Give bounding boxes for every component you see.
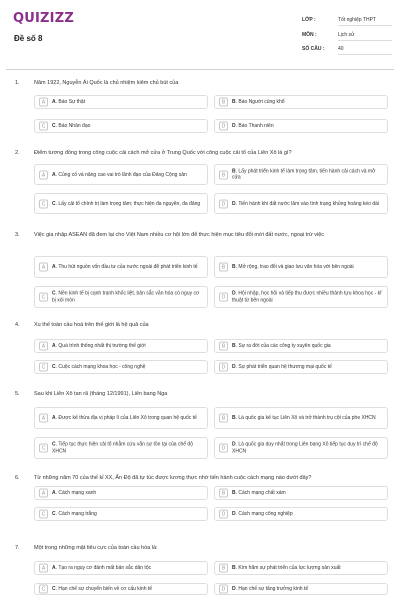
option-letter: B (219, 414, 228, 423)
option-c[interactable]: C C. Báo Nhân đạo (34, 119, 208, 133)
info-value: Tốt nghiệp THPT (338, 17, 376, 23)
exam-title: Đề số 8 (14, 34, 43, 43)
option-letter-prefix: D (232, 441, 236, 448)
option-text: Mở rộng, trao đổi và giao lưu văn hóa với bên ngoài (238, 263, 354, 270)
option-letter: D (219, 444, 228, 453)
question-text: Xu thế toàn cầu hoá trên thế giới là hệ quả của (34, 322, 149, 328)
option-letter-prefix: D (232, 200, 236, 207)
option-letter-prefix: B (232, 98, 236, 105)
question-text: Việc gia nhập ASEAN đã đem lại cho Việt Nam nhiều cơ hội lớn để thực hiện mục tiêu đổi mới đất nước, ngoại trừ việc (34, 232, 325, 238)
option-letter: C (39, 444, 48, 453)
info-label: MÔN : (302, 32, 317, 38)
option-text: Tiếp tục thực hiện cải tổ nhằm cứu vãn sự tồn tại của chế độ XHCN (52, 441, 193, 454)
option-b[interactable]: B B. Mở rộng, trao đổi và giao lưu văn hóa với bên ngoài (214, 256, 388, 278)
option-letter: A (39, 170, 48, 179)
option-letter-prefix: D (232, 363, 236, 370)
question-number: 3. (15, 232, 20, 238)
header-divider (6, 69, 394, 70)
option-letter-prefix: B (232, 342, 236, 349)
info-label: LỚP : (302, 17, 316, 23)
question-number: 7. (15, 545, 20, 551)
option-letter: B (219, 342, 228, 351)
option-letter: D (219, 363, 228, 372)
option-text: Cách mạng xanh (58, 489, 97, 496)
option-letter: D (219, 585, 228, 594)
option-a[interactable]: A A. Được kế thừa địa vị pháp lí của Liên Xô trong quan hệ quốc tế (34, 407, 208, 429)
option-text: Củng cố và nâng cao vai trò lãnh đạo của Đảng Cộng sản (58, 171, 187, 178)
option-text: Báo Nhân đạo (58, 122, 91, 129)
option-b[interactable]: B B. Cách mạng chất xám (214, 486, 388, 500)
option-letter: C (39, 293, 48, 302)
option-text: Sự ra đời của các công ty xuyên quốc gia (238, 342, 331, 349)
info-value: Lịch sử (338, 32, 355, 38)
worksheet-header (0, 0, 400, 62)
option-letter-prefix: D (232, 290, 236, 297)
option-letter: B (219, 564, 228, 573)
option-a[interactable]: A A. Cách mạng xanh (34, 486, 208, 500)
option-b[interactable]: B B. Lấy phát triển kinh tế làm trọng tâm, tiến hành cải cách và mở cửa (214, 164, 388, 185)
option-text: Hội nhập, học hỏi và tiếp thu được nhiều thành tựu khoa học - kĩ thuật từ bên ngoài (232, 290, 382, 303)
option-letter-prefix: C (52, 290, 56, 297)
option-text: Tạo ra nguy cơ đánh mất bản sắc dân tộc (58, 564, 152, 571)
option-c[interactable]: C C. Hạn chế sự chuyển biến về cơ cấu kinh tế (34, 583, 208, 595)
option-text: Thu hút nguồn vốn đầu tư của nước ngoài để phát triển kinh tế (58, 263, 198, 270)
option-text: Lấy phát triển kinh tế làm trọng tâm, tiến hành cải cách và mở cửa (232, 168, 376, 181)
option-letter: A (39, 263, 48, 272)
option-letter: C (39, 199, 48, 208)
quizizz-logo: QUIZIZZ (13, 11, 74, 26)
option-letter-prefix: A (52, 489, 56, 496)
option-letter: C (39, 122, 48, 131)
option-text: Cuộc cách mạng khoa học - công nghệ (58, 363, 146, 370)
option-text: Nền kinh tế bị cạnh tranh khốc liệt, bản sắc văn hóa có nguy cơ bị xói mòn (52, 290, 200, 303)
option-letter: D (219, 199, 228, 208)
question-number: 6. (15, 475, 20, 481)
question-text: Điểm tương đồng trong công cuộc cải cách mở cửa ở Trung Quốc với công cuộc cải tổ của Liên Xô là gì? (34, 150, 292, 156)
option-letter-prefix: D (232, 585, 236, 592)
option-letter: C (39, 510, 48, 519)
option-d[interactable]: D D. Cách mạng công nghiệp (214, 507, 388, 521)
option-d[interactable]: D D. Là quốc gia duy nhất trong Liên bang Xô tiếp tục duy trì chế độ XHCN (214, 437, 388, 459)
option-letter-prefix: D (232, 510, 236, 517)
option-letter-prefix: A (52, 263, 56, 270)
option-text: Hạn chế sự chuyển biến về cơ cấu kinh tế (58, 585, 153, 592)
option-c[interactable]: C C. Cuộc cách mạng khoa học - công nghệ (34, 360, 208, 374)
option-b[interactable]: B B. Kìm hãm sự phát triển của lực lượng sản xuất (214, 561, 388, 575)
option-a[interactable]: A A. Báo Sự thật (34, 95, 208, 109)
info-value: 40 (338, 46, 344, 52)
option-letter: D (219, 122, 228, 131)
option-b[interactable]: B B. Sự ra đời của các công ty xuyên quốc gia (214, 339, 388, 353)
option-letter-prefix: B (232, 168, 236, 174)
option-letter-prefix: C (52, 441, 56, 448)
option-text: Cách mạng chất xám (238, 489, 286, 496)
option-a[interactable]: A A. Củng cố và nâng cao vai trò lãnh đạo của Đảng Cộng sản (34, 164, 208, 185)
option-letter: B (219, 489, 228, 498)
option-letter-prefix: C (52, 510, 56, 517)
option-text: Sự phát triển quan hệ thương mại quốc tế (238, 363, 332, 370)
option-d[interactable]: D D. Hội nhập, học hỏi và tiếp thu được nhiều thành tựu khoa học - kĩ thuật từ bên ngoài (214, 286, 388, 308)
option-letter: B (219, 98, 228, 107)
option-letter-prefix: A (52, 564, 56, 571)
option-letter-prefix: D (232, 122, 236, 129)
option-text: Kìm hãm sự phát triển của lực lượng sản xuất (238, 564, 341, 571)
option-letter-prefix: C (52, 122, 56, 129)
question-text: Từ những năm 70 của thế kỉ XX, Ấn Độ đã tự túc được lương thực nhờ tiến hành cuộc cách mạng nào dưới đây? (34, 475, 312, 481)
info-label: SỐ CÂU : (302, 46, 325, 52)
question-text: Năm 1922, Nguyễn Ái Quốc là chủ nhiệm kiêm chủ bút của (34, 80, 179, 86)
option-letter: C (39, 363, 48, 372)
option-letter-prefix: A (52, 414, 56, 421)
option-letter-prefix: C (52, 200, 56, 207)
option-text: Là quốc gia kế tục Liên Xô và trở thành trụ cột của phe XHCN (238, 414, 376, 421)
option-a[interactable]: A A. Tạo ra nguy cơ đánh mất bản sắc dân tộc (34, 561, 208, 575)
question-number: 1. (15, 80, 20, 86)
option-letter-prefix: A (52, 342, 56, 349)
option-letter: B (219, 263, 228, 272)
option-text: Báo Sự thật (58, 98, 86, 105)
option-text: Cách mạng công nghiệp (238, 510, 293, 517)
option-letter: D (219, 293, 228, 302)
option-letter: A (39, 489, 48, 498)
question-text: Một trong những mặt tiêu cực của toàn cầu hóa là: (34, 545, 158, 551)
option-letter-prefix: C (52, 363, 56, 370)
option-b[interactable]: B B. Báo Người cùng khổ (214, 95, 388, 109)
option-letter: C (39, 585, 48, 594)
option-text: Tiến hành khi đất nước lâm vào tình trạng khủng hoảng kéo dài (238, 200, 380, 207)
option-letter: D (219, 510, 228, 519)
option-letter-prefix: B (232, 489, 236, 496)
option-text: Báo Người cùng khổ (238, 98, 285, 105)
option-letter-prefix: B (232, 414, 236, 421)
option-letter: A (39, 342, 48, 351)
option-letter: B (219, 170, 228, 179)
question-number: 4. (15, 322, 20, 328)
option-letter: A (39, 564, 48, 573)
option-letter: A (39, 98, 48, 107)
option-c[interactable]: C C. Cách mạng trắng (34, 507, 208, 521)
option-a[interactable]: A A. Thu hút nguồn vốn đầu tư của nước ngoài để phát triển kinh tế (34, 256, 208, 278)
option-text: Lấy cải tổ chính trị làm trọng tâm; thực hiện đa nguyên, đa đảng (58, 200, 201, 207)
option-letter-prefix: C (52, 585, 56, 592)
option-letter-prefix: B (232, 564, 236, 571)
option-text: Cách mạng trắng (58, 510, 97, 517)
option-letter-prefix: B (232, 263, 236, 270)
option-c[interactable]: C C. Lấy cải tổ chính trị làm trọng tâm; thực hiện đa nguyên, đa đảng (34, 193, 208, 214)
option-letter: A (39, 414, 48, 423)
option-b[interactable]: B B. Là quốc gia kế tục Liên Xô và trở thành trụ cột của phe XHCN (214, 407, 388, 429)
question-number: 5. (15, 391, 20, 397)
option-letter-prefix: A (52, 98, 56, 105)
option-d[interactable]: D D. Sự phát triển quan hệ thương mại quốc tế (214, 360, 388, 374)
option-d[interactable]: D D. Tiến hành khi đất nước lâm vào tình trạng khủng hoảng kéo dài (214, 193, 388, 214)
question-text: Sau khi Liên Xô tan rã (tháng 12/1991), Liên bang Nga (34, 391, 168, 397)
option-text: Được kế thừa địa vị pháp lí của Liên Xô trong quan hệ quốc tế (58, 414, 197, 421)
option-c[interactable]: C C. Nền kinh tế bị cạnh tranh khốc liệt, bản sắc văn hóa có nguy cơ bị xói mòn (34, 286, 208, 308)
option-d[interactable]: D D. Báo Thanh niên (214, 119, 388, 133)
question-number: 2. (15, 150, 20, 156)
option-text: Hạn chế sự tăng trưởng kinh tế (238, 585, 309, 592)
option-c[interactable]: C C. Tiếp tục thực hiện cải tổ nhằm cứu vãn sự tồn tại của chế độ XHCN (34, 437, 208, 459)
option-d[interactable]: D D. Hạn chế sự tăng trưởng kinh tế (214, 583, 388, 595)
option-a[interactable]: A A. Quá trình thống nhất thị trường thế giới (34, 339, 208, 353)
option-text: Báo Thanh niên (238, 122, 274, 129)
option-letter-prefix: A (52, 171, 56, 178)
option-text: Là quốc gia duy nhất trong Liên bang Xô tiếp tục duy trì chế độ XHCN (232, 441, 378, 454)
option-text: Quá trình thống nhất thị trường thế giới (58, 342, 146, 349)
